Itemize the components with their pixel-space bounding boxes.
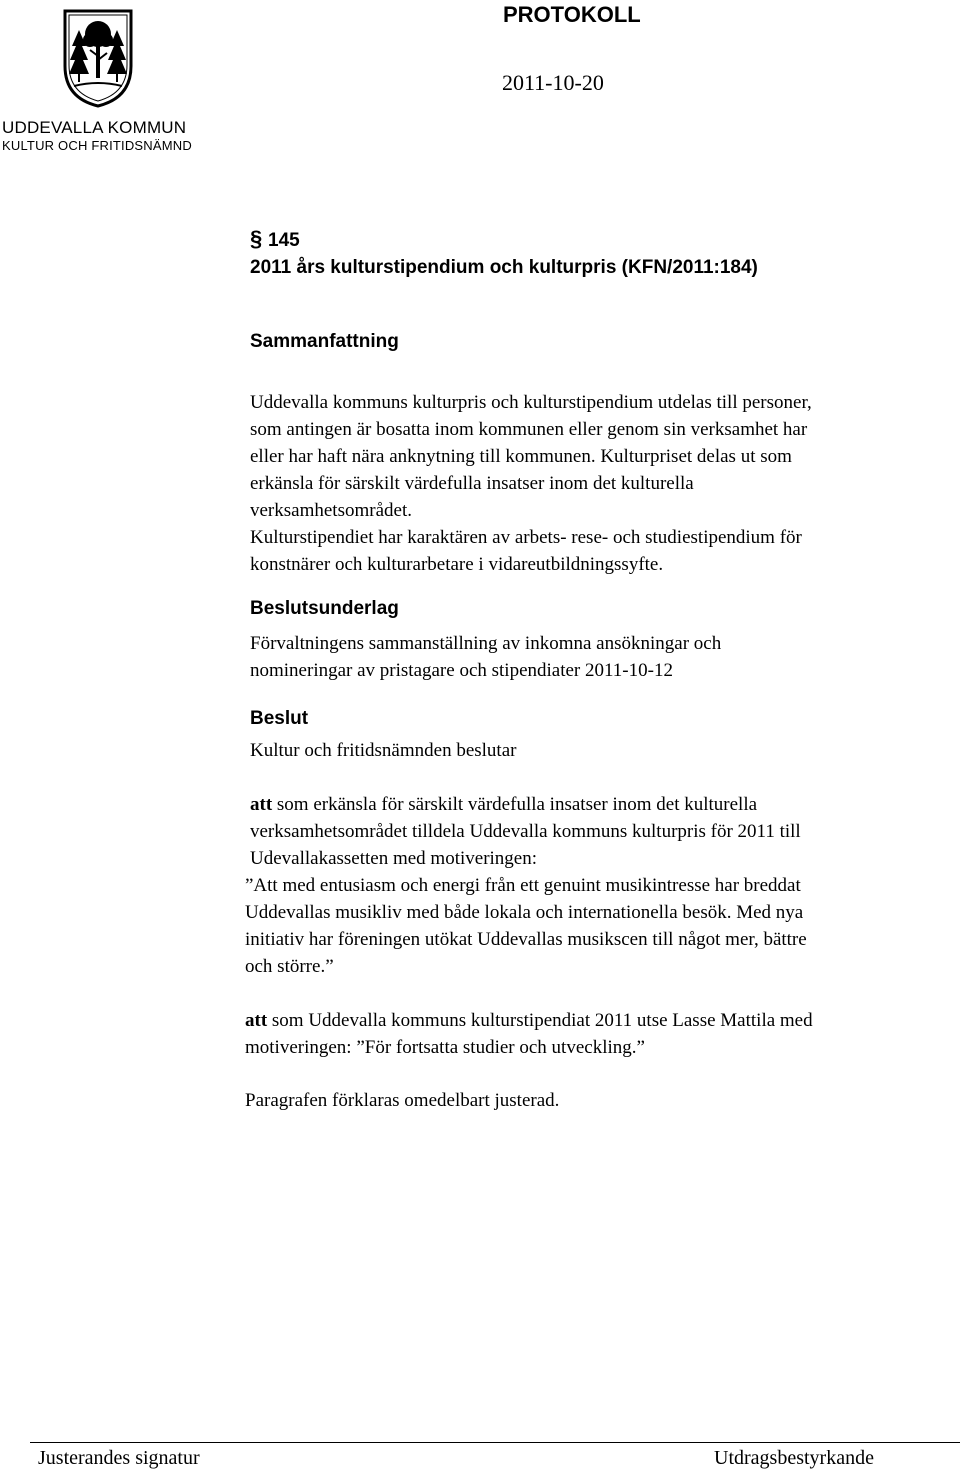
motivation-quote-line: initiativ har föreningen utökat Uddevallas musikscen till något mer, bättre: [245, 929, 807, 950]
motivation-quote-line: ”Att med entusiasm och energi från ett genuint musikintresse har breddat: [245, 875, 801, 896]
paragraph-title: 2011 års kulturstipendium och kulturpris (KFN/2011:184): [250, 257, 758, 278]
decision-item-2-line: motiveringen: ”För fortsatta studier och utveckling.”: [245, 1037, 645, 1058]
decision-item-2-text: som Uddevalla kommuns kulturstipendiat 2011 utse Lasse Mattila med: [267, 1010, 813, 1031]
motivation-quote-line: och större.”: [245, 956, 334, 977]
decision-item-1-text: som erkänsla för särskilt värdefulla insatser inom det kulturella: [272, 794, 758, 815]
document-date: 2011-10-20: [502, 70, 604, 95]
coat-of-arms-icon: [62, 8, 134, 108]
motivation-quote-line: Uddevallas musikliv med både lokala och internationella besök. Med nya: [245, 902, 804, 923]
summary-line: verksamhetsområdet.: [250, 500, 412, 521]
summary-line: Kulturstipendiet har karaktären av arbets- rese- och studiestipendium för: [250, 527, 802, 548]
summary-line: som antingen är bosatta inom kommunen eller genom sin verksamhet har: [250, 419, 808, 440]
footer-divider: [30, 1442, 960, 1443]
decision-heading: Beslut: [250, 708, 309, 729]
summary-line: eller har haft nära anknytning till kommunen. Kulturpriset delas ut som: [250, 446, 792, 467]
paragraph-sign: §: [250, 226, 263, 251]
basis-heading: Beslutsunderlag: [250, 598, 399, 619]
decision-item-1-line: Udevallakassetten med motiveringen:: [250, 848, 538, 869]
decision-item-2: [245, 1010, 813, 1032]
decision-item-1: [250, 794, 757, 816]
decision-intro: Kultur och fritidsnämnden beslutar: [250, 740, 517, 761]
paragraph-number: 145: [268, 230, 300, 251]
summary-line: Uddevalla kommuns kulturpris och kulturstipendium utdelas till personer,: [250, 392, 812, 413]
signature-label: Justerandes signatur: [38, 1447, 200, 1469]
basis-line: nomineringar av pristagare och stipendiater 2011-10-12: [250, 660, 673, 681]
closing-statement: Paragrafen förklaras omedelbart justerad.: [245, 1090, 560, 1111]
att-keyword: att: [245, 1010, 268, 1031]
extract-certification-label: Utdragsbestyrkande: [714, 1447, 874, 1469]
summary-line: erkänsla för särskilt värdefulla insatser inom det kulturella: [250, 473, 694, 494]
basis-line: Förvaltningens sammanställning av inkomna ansökningar och: [250, 633, 722, 654]
document-type: PROTOKOLL: [503, 2, 641, 27]
decision-item-1-line: verksamhetsområdet tilldela Uddevalla kommuns kulturpris för 2011 till: [250, 821, 801, 842]
summary-heading: Sammanfattning: [250, 331, 399, 352]
organization-name: UDDEVALLA KOMMUN: [2, 118, 187, 137]
summary-line: konstnärer och kulturarbetare i vidareutbildningssyfte.: [250, 554, 664, 575]
organization-department: KULTUR OCH FRITIDSNÄMND: [2, 138, 192, 153]
att-keyword: att: [250, 794, 273, 815]
